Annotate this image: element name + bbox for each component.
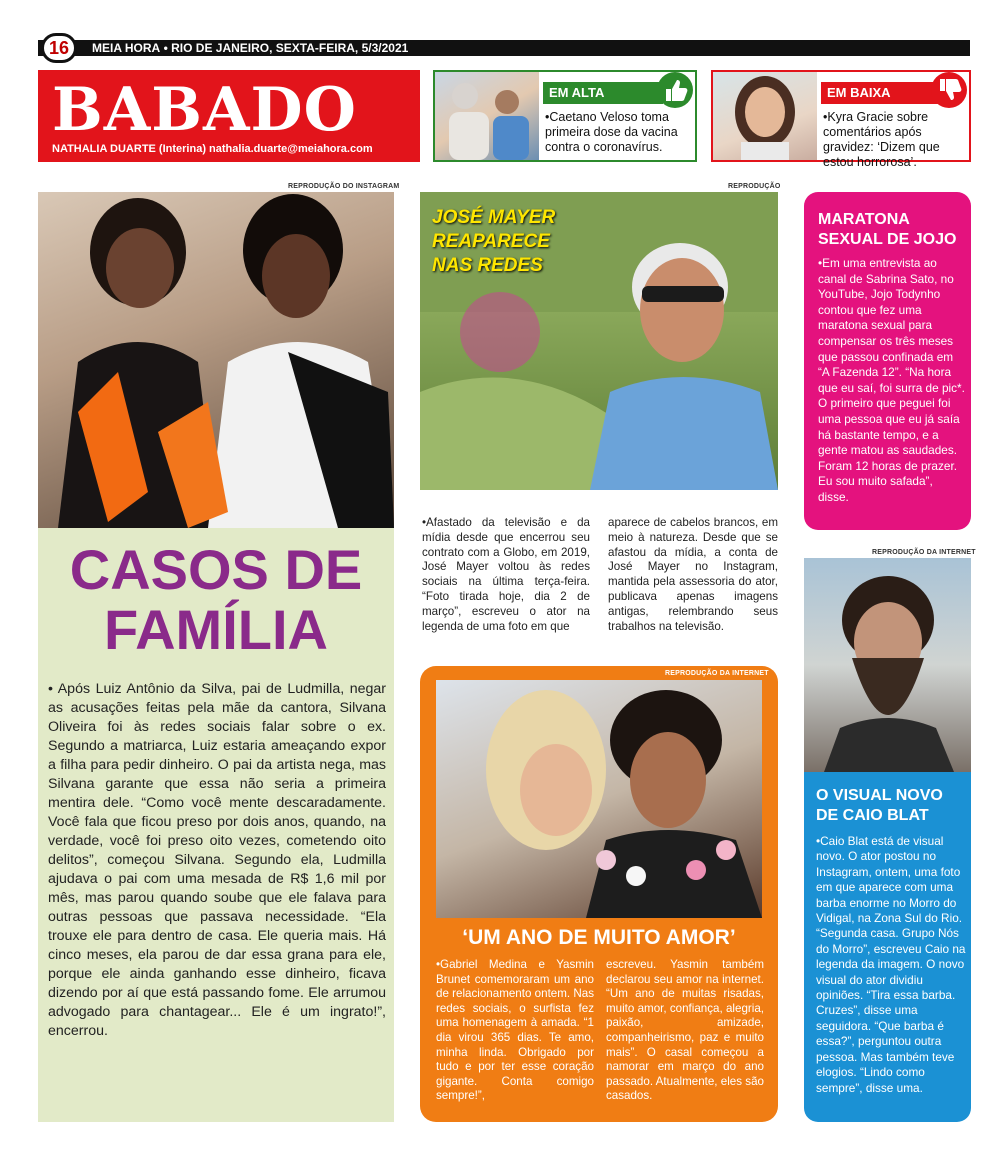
caio-photo-credit: REPRODUÇÃO DA INTERNET — [872, 549, 976, 556]
page-number: 16 — [41, 33, 77, 63]
bearded-man-photo-icon — [804, 558, 971, 772]
em-alta-label: EM ALTA — [543, 82, 663, 104]
amor-body-col-2: escreveu. Yasmin também declarou seu amor na internet. “Um ano de muitas risadas, muito amor, confiança, alegria, paixão, amizade, companheirismo, paz e muito mais”. O casal começou a namorar em março do ano passado. Atualmente, eles são casados. — [606, 958, 764, 1103]
em-alta-box — [433, 70, 697, 162]
jose-body-col-2: aparece de cabelos brancos, em meio à natureza. Desde que se afastou da mídia, a conta de José Mayer no Instagram, mantida pela assessoria do ator, publicava apenas imagens antigas, relembrando seus trabalhos na televisão. — [608, 516, 778, 633]
main-story-body: • Após Luiz Antônio da Silva, pai de Ludmilla, negar as acusações feitas pela mãe da cantora, Silvana Oliveira foi às redes sociais falar sobre o ex. Segundo a matriarca, Luiz estaria ameaçando expor a filha para pedir dinheiro. O pai da artista nega, mas Silvana garante que essa não seria a primeira mentira dele. “Como você mente descaradamente. Você fala que ficou preso por dois anos, quando, na verdade, você foi preso oito vezes, cometendo oito delitos”, começou Silvana. Segundo ela, Ludmilla ajudava o pai com uma mesada de R$ 1,6 mil por mês, mas parou quando soube que ele falava para outras pessoas que passava necessidade. “Ela trouxe ele para dentro de casa. Ele queria mais. Há cinco meses, ela parou de dar essa grana para ele, porque ele ainda ganhando esse dinheiro, ficava dizendo por aí que está passando fome. Ele arrumou advogado para chantagear... Ele é um ingrato!”, encerrou. — [48, 681, 386, 1039]
em-baixa-text: •Kyra Gracie sobre comentários após gravidez: ‘Dizem que estou horrorosa’. — [823, 110, 940, 169]
em-alta-text: •Caetano Veloso toma primeira dose da vacina contra o coronavírus. — [545, 110, 678, 154]
jose-headline-line-3: NAS REDES — [432, 255, 543, 276]
main-story-headline — [38, 540, 394, 660]
publication-name: MEIA HORA — [92, 41, 161, 55]
amor-body-col-1: •Gabriel Medina e Yasmin Brunet comemoraram um ano de relacionamento ontem. Nas redes sociais, o surfista fez uma homenagem à amada. “1 dia virou 365 dias. Te amo, minha linda. Obrigado por tudo e por ter esse coração gigante. Conta comigo sempre!”, — [436, 958, 594, 1103]
em-baixa-box — [711, 70, 971, 169]
em-baixa-label: EM BAIXA — [821, 82, 941, 104]
caio-blat-photo — [804, 558, 971, 772]
dateline — [92, 40, 408, 56]
section-title: BABADO — [52, 75, 357, 145]
jojo-headline: MARATONA SEXUAL DE JOJO — [818, 211, 957, 248]
woman-portrait-icon — [713, 72, 817, 160]
main-photo-credit: REPRODUÇÃO DO INSTAGRAM — [288, 183, 400, 190]
thumbs-up-icon — [657, 72, 693, 108]
jojo-body: •Em uma entrevista ao canal de Sabrina Sato, no YouTube, Jojo Todynho contou que fez uma maratona sexual para compensar os três meses que passou confinada em “A Fazenda 12”. “Na hora que eu saí, foi surra de pic*. O primeiro que peguei foi uma pessoa que eu já saía há bastante tempo, e a gente matou as saudades. Foram 12 horas de prazer. Eu sou muito safada”, disse. — [818, 256, 965, 504]
caio-body: •Caio Blat está de visual novo. O ator postou no Instagram, ontem, uma foto em que aparece com uma barba enorme no Morro do Vidigal, na Zona Sul do Rio. “Segunda casa. Grupo Nós do Morro”, escreveu Caio na legenda da imagem. O novo visual do ator dividiu opiniões. “Tira essa barba. Cruzes”, disse uma seguidora. “Que barba é essa?”, perguntou outra pessoa. Mas também teve elogios. “Lindo como sempre”, disse uma. — [816, 834, 966, 1095]
jose-headline-line-2: REAPARECE — [432, 231, 550, 252]
ludmilla-photo — [38, 192, 394, 528]
amor-headline: ‘UM ANO DE MUITO AMOR’ — [462, 926, 736, 949]
jose-headline-line-1: JOSÉ MAYER — [432, 207, 556, 228]
headline-line-1: CASOS DE — [69, 538, 363, 601]
couple-photo-icon — [436, 680, 762, 918]
dateline-text: • RIO DE JANEIRO, SEXTA-FEIRA, 5/3/2021 — [163, 41, 409, 55]
amor-photo-credit: REPRODUÇÃO DA INTERNET — [665, 670, 769, 677]
thumbs-down-icon — [931, 72, 967, 108]
jose-photo-credit: REPRODUÇÃO — [728, 183, 781, 190]
couple-photo — [436, 680, 762, 918]
caio-headline: O VISUAL NOVO DE CAIO BLAT — [816, 787, 943, 824]
jose-headline — [432, 206, 592, 278]
vaccine-photo-icon — [435, 72, 539, 160]
two-women-photo-icon — [38, 192, 394, 528]
em-alta-photo — [435, 72, 539, 160]
em-baixa-photo — [713, 72, 817, 160]
section-byline: NATHALIA DUARTE (Interina) nathalia.duarte@meiahora.com — [52, 143, 373, 155]
headline-line-2: FAMÍLIA — [104, 598, 328, 661]
jose-body-col-1: •Afastado da televisão e da mídia desde que encerrou seu contrato com a Globo, em 2019, José Mayer voltou às redes sociais na última terça-feira. “Foto tirada hoje, dia 2 de março”, escreveu o ator na legenda de uma foto em que — [422, 516, 590, 633]
